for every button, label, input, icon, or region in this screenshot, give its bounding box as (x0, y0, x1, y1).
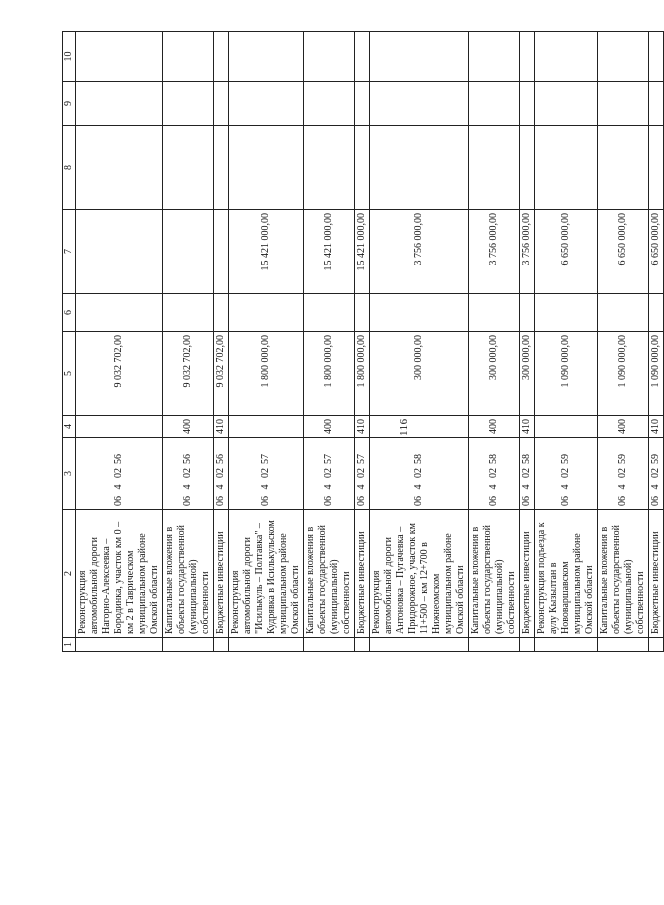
cell-col-10 (163, 32, 214, 82)
cell-col-9 (76, 82, 163, 126)
table-row (535, 32, 598, 652)
cell-col-8 (229, 126, 304, 210)
cell-col-6 (520, 294, 535, 332)
cell-col-7: 15 421 000,00 (304, 210, 355, 294)
code-part: 06 (182, 496, 193, 506)
code-part: 4 (650, 484, 661, 490)
cell-col-1 (535, 638, 598, 652)
cell-name: Бюджетные инвестиции (520, 510, 535, 638)
cell-type: 400 (304, 416, 355, 438)
code-part: 06 (650, 496, 661, 506)
code-part: 58 (413, 454, 424, 464)
cell-col-9 (370, 82, 469, 126)
code-part: 4 (182, 484, 193, 490)
cell-col-1 (370, 638, 469, 652)
table-row (304, 32, 355, 652)
table-row (598, 32, 649, 652)
cell-name: Реконструкция автомобильной дороги Антоновка – Пугачевка – Придорожное, участок км 11+500 – км 12+700 в Нижнеомском муниципальном районе Омской области (370, 510, 469, 638)
cell-col-8 (355, 126, 370, 210)
cell-col-9 (355, 82, 370, 126)
cell-col-1 (76, 638, 163, 652)
code-part: 4 (356, 484, 367, 490)
cell-col-5: 9 032 702,00 (163, 332, 214, 416)
cell-col-7 (163, 210, 214, 294)
cell-col-6 (370, 294, 469, 332)
cell-col-8 (214, 126, 229, 210)
cell-col-1 (355, 638, 370, 652)
cell-col-1 (214, 638, 229, 652)
code-part: 56 (113, 454, 124, 464)
cell-col-7: 3 756 000,00 (520, 210, 535, 294)
column-header-3: 3 (63, 438, 76, 510)
cell-col-10 (520, 32, 535, 82)
code-part: 59 (617, 454, 628, 464)
code-part: 06 (560, 496, 571, 506)
cell-col-8 (520, 126, 535, 210)
cell-type (535, 416, 598, 438)
cell-col-5: 1 090 000,00 (649, 332, 664, 416)
code-part: 58 (521, 454, 532, 464)
column-header-2: 2 (63, 510, 76, 638)
cell-col-6 (163, 294, 214, 332)
code-part: 57 (260, 454, 271, 464)
cell-code (520, 438, 535, 510)
cell-code (370, 438, 469, 510)
cell-code (469, 438, 520, 510)
rotated-table-container (62, 32, 661, 652)
table-row (649, 32, 664, 652)
cell-col-9 (229, 82, 304, 126)
table-row (355, 32, 370, 652)
page-number: 116 (398, 418, 410, 436)
cell-col-8 (163, 126, 214, 210)
code-part: 02 (356, 468, 367, 478)
code-part: 02 (413, 468, 424, 478)
cell-col-6 (355, 294, 370, 332)
cell-name: Бюджетные инвестиции (355, 510, 370, 638)
cell-col-1 (304, 638, 355, 652)
table-body (76, 32, 664, 652)
column-header-10: 10 (63, 32, 76, 82)
code-part: 59 (650, 454, 661, 464)
cell-col-1 (649, 638, 664, 652)
code-part: 06 (617, 496, 628, 506)
cell-col-9 (163, 82, 214, 126)
cell-col-6 (229, 294, 304, 332)
table-row (229, 32, 304, 652)
cell-col-10 (649, 32, 664, 82)
cell-type: 410 (214, 416, 229, 438)
code-part: 02 (323, 468, 334, 478)
cell-type (370, 416, 469, 438)
cell-col-10 (229, 32, 304, 82)
cell-code (649, 438, 664, 510)
cell-col-8 (469, 126, 520, 210)
cell-col-5: 300 000,00 (520, 332, 535, 416)
cell-name: Реконструкция автомобильной дороги Нагорно-Алексеевка – Бородинка, участок км 0 – км 2 в Таврическом муниципальном районе Омской области (76, 510, 163, 638)
column-header-5: 5 (63, 332, 76, 416)
column-number-row (63, 32, 76, 652)
cell-code (163, 438, 214, 510)
column-header-4: 4 (63, 416, 76, 438)
cell-col-7: 3 756 000,00 (469, 210, 520, 294)
code-part: 58 (488, 454, 499, 464)
code-part: 4 (617, 484, 628, 490)
cell-name: Капитальные вложения в объекты государственной (муниципальной) собственности (469, 510, 520, 638)
cell-type: 400 (163, 416, 214, 438)
cell-name: Бюджетные инвестиции (214, 510, 229, 638)
cell-col-10 (598, 32, 649, 82)
code-part: 02 (521, 468, 532, 478)
cell-name: Реконструкция подъезда к аулу Кызылтан в Нововаршавском муниципальном районе Омской области (535, 510, 598, 638)
cell-code (355, 438, 370, 510)
code-part: 4 (260, 484, 271, 490)
cell-col-1 (598, 638, 649, 652)
cell-col-10 (469, 32, 520, 82)
cell-col-7: 6 650 000,00 (598, 210, 649, 294)
code-part: 02 (650, 468, 661, 478)
code-part: 06 (521, 496, 532, 506)
budget-table (62, 31, 664, 652)
cell-col-6 (214, 294, 229, 332)
code-part: 02 (260, 468, 271, 478)
cell-col-6 (304, 294, 355, 332)
code-part: 06 (488, 496, 499, 506)
cell-name: Капитальные вложения в объекты государственной (муниципальной) собственности (598, 510, 649, 638)
code-part: 4 (413, 484, 424, 490)
cell-col-5: 1 800 000,00 (229, 332, 304, 416)
cell-col-9 (649, 82, 664, 126)
cell-col-5: 1 800 000,00 (304, 332, 355, 416)
cell-col-6 (535, 294, 598, 332)
cell-code (598, 438, 649, 510)
cell-col-8 (598, 126, 649, 210)
code-part: 06 (113, 496, 124, 506)
cell-type: 410 (355, 416, 370, 438)
cell-code (229, 438, 304, 510)
cell-col-9 (469, 82, 520, 126)
cell-col-8 (535, 126, 598, 210)
cell-col-8 (76, 126, 163, 210)
cell-name: Капитальные вложения в объекты государственной (муниципальной) собственности (304, 510, 355, 638)
code-part: 02 (182, 468, 193, 478)
code-part: 06 (413, 496, 424, 506)
code-part: 4 (560, 484, 571, 490)
cell-col-5: 1 090 000,00 (535, 332, 598, 416)
cell-col-9 (598, 82, 649, 126)
cell-code (304, 438, 355, 510)
cell-col-10 (535, 32, 598, 82)
cell-col-7: 15 421 000,00 (355, 210, 370, 294)
code-part: 06 (215, 496, 226, 506)
cell-col-10 (76, 32, 163, 82)
code-part: 4 (215, 484, 226, 490)
code-part: 57 (356, 454, 367, 464)
cell-col-6 (469, 294, 520, 332)
table-row (163, 32, 214, 652)
column-header-8: 8 (63, 126, 76, 210)
cell-col-1 (229, 638, 304, 652)
column-header-9: 9 (63, 82, 76, 126)
cell-col-7 (76, 210, 163, 294)
cell-col-5: 300 000,00 (370, 332, 469, 416)
cell-col-7: 6 650 000,00 (649, 210, 664, 294)
cell-name: Реконструкция автомобильной дороги "Исилькуль – Полтавка" – Кудрявка в Исилькульском муниципальном районе Омской области (229, 510, 304, 638)
cell-col-6 (76, 294, 163, 332)
cell-col-7 (214, 210, 229, 294)
cell-col-7: 3 756 000,00 (370, 210, 469, 294)
cell-col-8 (304, 126, 355, 210)
code-part: 59 (560, 454, 571, 464)
code-part: 02 (560, 468, 571, 478)
code-part: 57 (323, 454, 334, 464)
code-part: 4 (521, 484, 532, 490)
cell-col-5: 1 800 000,00 (355, 332, 370, 416)
cell-col-1 (163, 638, 214, 652)
table-row (76, 32, 163, 652)
cell-col-8 (370, 126, 469, 210)
cell-type: 410 (649, 416, 664, 438)
table-row (214, 32, 229, 652)
table-row (370, 32, 469, 652)
cell-type: 410 (520, 416, 535, 438)
cell-col-9 (214, 82, 229, 126)
code-part: 4 (323, 484, 334, 490)
cell-type (229, 416, 304, 438)
cell-col-5: 9 032 702,00 (76, 332, 163, 416)
cell-col-1 (520, 638, 535, 652)
cell-type: 400 (598, 416, 649, 438)
table-row (469, 32, 520, 652)
cell-code (76, 438, 163, 510)
code-part: 02 (113, 468, 124, 478)
code-part: 02 (488, 468, 499, 478)
column-header-7: 7 (63, 210, 76, 294)
cell-type (76, 416, 163, 438)
cell-col-6 (598, 294, 649, 332)
table-row (520, 32, 535, 652)
code-part: 02 (617, 468, 628, 478)
code-part: 56 (182, 454, 193, 464)
cell-col-10 (370, 32, 469, 82)
cell-col-9 (304, 82, 355, 126)
cell-col-7: 6 650 000,00 (535, 210, 598, 294)
code-part: 06 (260, 496, 271, 506)
cell-col-5: 9 032 702,00 (214, 332, 229, 416)
cell-col-10 (355, 32, 370, 82)
cell-col-7: 15 421 000,00 (229, 210, 304, 294)
cell-col-10 (304, 32, 355, 82)
cell-col-10 (214, 32, 229, 82)
cell-col-9 (520, 82, 535, 126)
code-part: 06 (323, 496, 334, 506)
cell-name: Капитальные вложения в объекты государственной (муниципальной) собственности (163, 510, 214, 638)
cell-code (214, 438, 229, 510)
column-header-1: 1 (63, 638, 76, 652)
code-part: 02 (215, 468, 226, 478)
code-part: 56 (215, 454, 226, 464)
cell-col-1 (469, 638, 520, 652)
cell-col-5: 300 000,00 (469, 332, 520, 416)
code-part: 4 (113, 484, 124, 490)
cell-type: 400 (469, 416, 520, 438)
code-part: 06 (356, 496, 367, 506)
code-part: 4 (488, 484, 499, 490)
cell-code (535, 438, 598, 510)
cell-col-5: 1 090 000,00 (598, 332, 649, 416)
column-header-6: 6 (63, 294, 76, 332)
cell-col-8 (649, 126, 664, 210)
cell-name: Бюджетные инвестиции (649, 510, 664, 638)
cell-col-6 (649, 294, 664, 332)
cell-col-9 (535, 82, 598, 126)
